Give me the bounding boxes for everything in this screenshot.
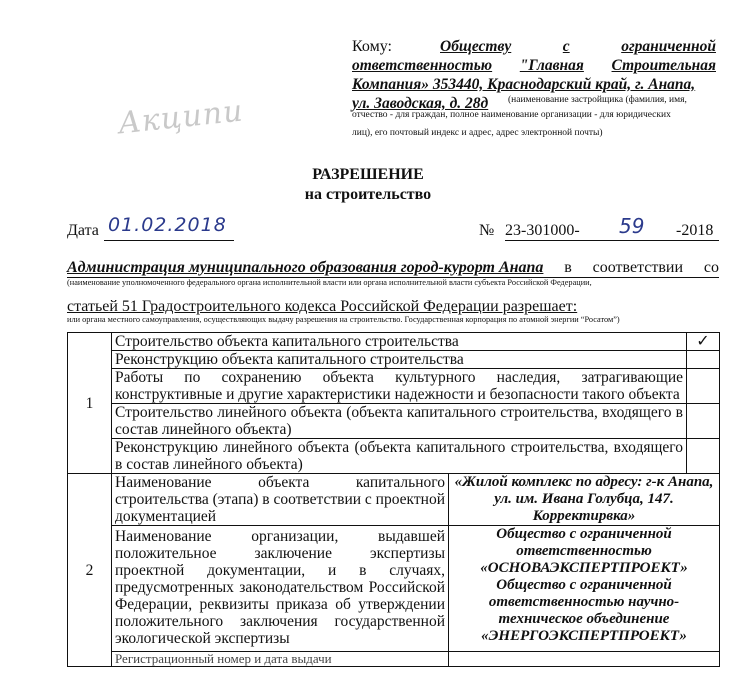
check-mark-cell: ✓ <box>687 333 720 351</box>
expert-org-1: Общество с ограниченной ответственностью «ОСНОВАЭКСПЕРТПРОЕКТ» <box>480 526 688 576</box>
field-value-cell: «Жилой комплекс по адресу: г-к Анапа, ул. им. Ивана Голубца, 147. Корректирвка» <box>449 474 720 526</box>
authority-name: Администрация муниципального образования город-курорт Анапа <box>67 259 544 276</box>
expert-org-2: Общество с ограниченной ответственностью научно-техническое объединение «ЭНЕРГОЭКСПЕРТПРОЕКТ» <box>481 577 687 644</box>
date-underline <box>104 240 234 241</box>
authority-note: (наименование уполномоченного федерального органа исполнительной власти или органа исполнительной власти субъекта Российской Федерации, <box>67 278 592 287</box>
table-row <box>68 439 720 474</box>
check-mark-cell <box>687 369 720 404</box>
work-type-cell: Работы по сохранению объекта культурного наследия, затрагивающие конструктивные и другие характеристики надежности и безопасности такого объекта <box>112 369 687 404</box>
table-row <box>68 652 720 667</box>
authority-line: Администрация муниципального образования город-курорт Анапа в соответствии со <box>67 259 719 276</box>
date-value-handwritten: 01.02.2018 <box>108 214 227 236</box>
check-mark-cell <box>687 404 720 439</box>
number-suffix: -2018 <box>676 222 714 239</box>
recipient-note-2: отчество - для граждан, полное наименование организации - для юридических <box>352 110 671 120</box>
number-prefix: 23-301000- <box>505 222 580 239</box>
table-row <box>68 333 720 351</box>
authority-note-2: или органа местного самоуправления, осуществляющих выдачу разрешения на строительство. Государственная корпорация по атомной энергии “Росатом”) <box>67 315 620 324</box>
authority-article: статьей 51 Градостроительного кодекса Российской Федерации разрешает: <box>67 298 578 315</box>
section-number: 1 <box>68 333 112 474</box>
table-row <box>68 526 720 652</box>
work-type-cell: Строительство объекта капитального строительства <box>112 333 687 351</box>
number-handwritten: 59 <box>619 214 645 238</box>
check-mark-cell <box>687 351 720 369</box>
number-label: № <box>479 222 495 239</box>
permit-table <box>67 332 720 667</box>
recipient-line-1: Обществу с ограниченной <box>440 38 716 55</box>
field-label-cell: Наименование объекта капитального строительства (этапа) в соответствии с проектной документацией <box>112 474 449 526</box>
work-type-cell: Реконструкцию объекта капитального строительства <box>112 351 687 369</box>
work-type-cell: Реконструкцию линейного объекта (объекта капитального строительства, входящего в состав линейного объекта) <box>112 439 687 474</box>
field-value-cell <box>449 526 720 652</box>
number-underline <box>505 240 719 241</box>
field-label-cell: Регистрационный номер и дата выдачи <box>112 652 449 667</box>
document-title: РАЗРЕШЕНИЕ <box>312 166 424 183</box>
recipient-line-2: ответственностью "Главная Строительная <box>352 57 716 74</box>
recipient-line-3: Компания» 353440, Краснодарский край, г. Анапа, <box>352 76 696 93</box>
recipient-label: Кому: <box>352 38 392 55</box>
recipient-note-3: лиц), его почтовый индекс и адрес, адрес электронной почты) <box>352 128 603 138</box>
faint-stamp-mark: Акципи <box>116 93 246 142</box>
table-row <box>68 351 720 369</box>
section-number: 2 <box>68 474 112 667</box>
table-row <box>68 404 720 439</box>
work-type-cell: Строительство линейного объекта (объекта капитального строительства, входящего в состав линейного объекта) <box>112 404 687 439</box>
table-row <box>68 369 720 404</box>
field-label-cell: Наименование организации, выдавшей положительное заключение экспертизы проектной документации, и в случаях, предусмотренных законодательством Российской Федерации, реквизиты приказа об утверждении положительного заключения государственной экологической экспертизы <box>112 526 449 652</box>
table-row <box>68 474 720 526</box>
document-subtitle: на строительство <box>304 186 432 203</box>
recipient-note-inline: (наименование застройщика (фамилия, имя, <box>508 95 687 105</box>
field-value-cell <box>449 652 720 667</box>
check-mark-cell <box>687 439 720 474</box>
recipient-line-4: ул. Заводская, д. 28д <box>352 95 489 112</box>
date-label: Дата <box>67 222 99 239</box>
